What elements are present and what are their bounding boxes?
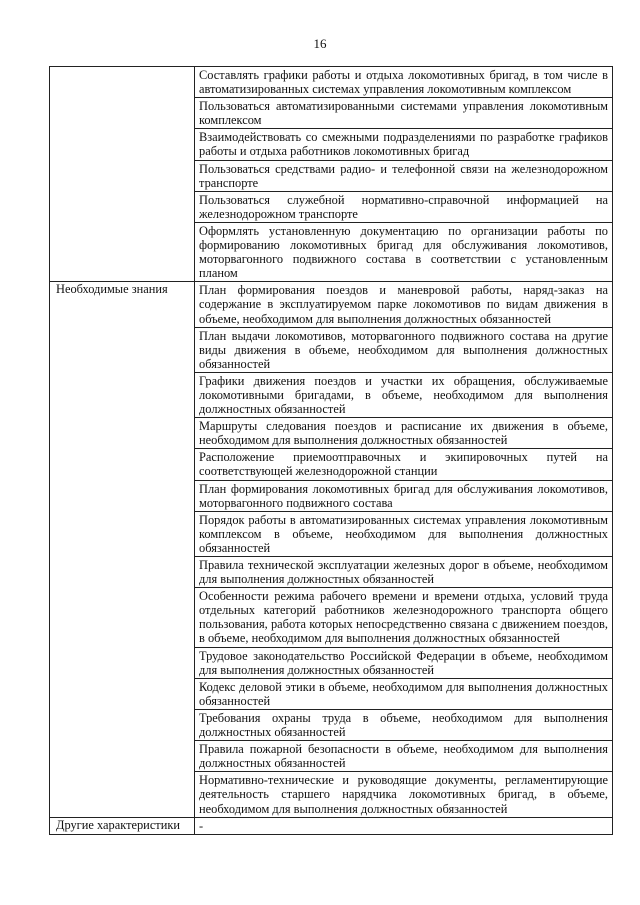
section-label: Необходимые знания (50, 282, 195, 817)
section-item: Расположение приемоотправочных и экипировочных путей на соответствующей железнодорожной станции (195, 449, 613, 480)
table-row (50, 817, 613, 834)
section-item: - (195, 817, 613, 834)
section-item: Правила пожарной безопасности в объеме, необходимом для выполнения должностных обязанностей (195, 741, 613, 772)
section-item: Трудовое законодательство Российской Федерации в объеме, необходимом для выполнения должностных обязанностей (195, 647, 613, 678)
section-item: План формирования поездов и маневровой работы, наряд-заказ на содержание в эксплуатируемом парке локомотивов по видам движения в объеме, необходимом для выполнения должностных обязанностей (195, 282, 613, 327)
section-label (50, 67, 195, 282)
section-label: Другие характеристики (50, 817, 195, 834)
section-item: Порядок работы в автоматизированных системах управления локомотивным комплексом в объеме, необходимом для выполнения должностных обязанностей (195, 511, 613, 556)
section-item: Пользоваться средствами радио- и телефонной связи на железнодорожном транспорте (195, 160, 613, 191)
section-item: Графики движения поездов и участки их обращения, обслуживаемые локомотивными бригадами, в объеме, необходимом для выполнения должностных обязанностей (195, 372, 613, 417)
table-row (50, 282, 613, 327)
page-number: 16 (313, 36, 327, 51)
section-item: Требования охраны труда в объеме, необходимом для выполнения должностных обязанностей (195, 709, 613, 740)
qualification-table (49, 66, 613, 835)
section-item: Взаимодействовать со смежными подразделениями по разработке графиков работы и отдыха работников локомотивных бригад (195, 129, 613, 160)
table-row (50, 67, 613, 98)
section-item: Пользоваться автоматизированными системами управления локомотивным комплексом (195, 98, 613, 129)
section-item: План выдачи локомотивов, моторвагонного подвижного состава на другие виды движения в объеме, необходимом для выполнения должностных обязанностей (195, 327, 613, 372)
section-item: Маршруты следования поездов и расписание их движения в объеме, необходимом для выполнения должностных обязанностей (195, 418, 613, 449)
table-body (50, 67, 613, 835)
section-item: Пользоваться служебной нормативно-справочной информацией на железнодорожном транспорте (195, 191, 613, 222)
section-item: Оформлять установленную документацию по организации работы по формированию локомотивных бригад для обслуживания локомотивов, моторвагонного подвижного состава в соответствии с установленным планом (195, 222, 613, 281)
section-item: Особенности режима рабочего времени и времени отдыха, условий труда отдельных категорий работников железнодорожного транспорта общего пользования, работа которых непосредственно связана с движением поездов, в объеме, необходимом для выполнения должностных обязанностей (195, 588, 613, 647)
section-item: Кодекс деловой этики в объеме, необходимом для выполнения должностных обязанностей (195, 678, 613, 709)
section-item: План формирования локомотивных бригад для обслуживания локомотивов, моторвагонного подвижного состава (195, 480, 613, 511)
section-item: Нормативно-технические и руководящие документы, регламентирующие деятельность старшего нарядчика локомотивных бригад, в объеме, необходимом для выполнения должностных обязанностей (195, 772, 613, 817)
section-item: Правила технической эксплуатации железных дорог в объеме, необходимом для выполнения должностных обязанностей (195, 557, 613, 588)
section-item: Составлять графики работы и отдыха локомотивных бригад, в том числе в автоматизированных системах управления локомотивным комплексом (195, 67, 613, 98)
